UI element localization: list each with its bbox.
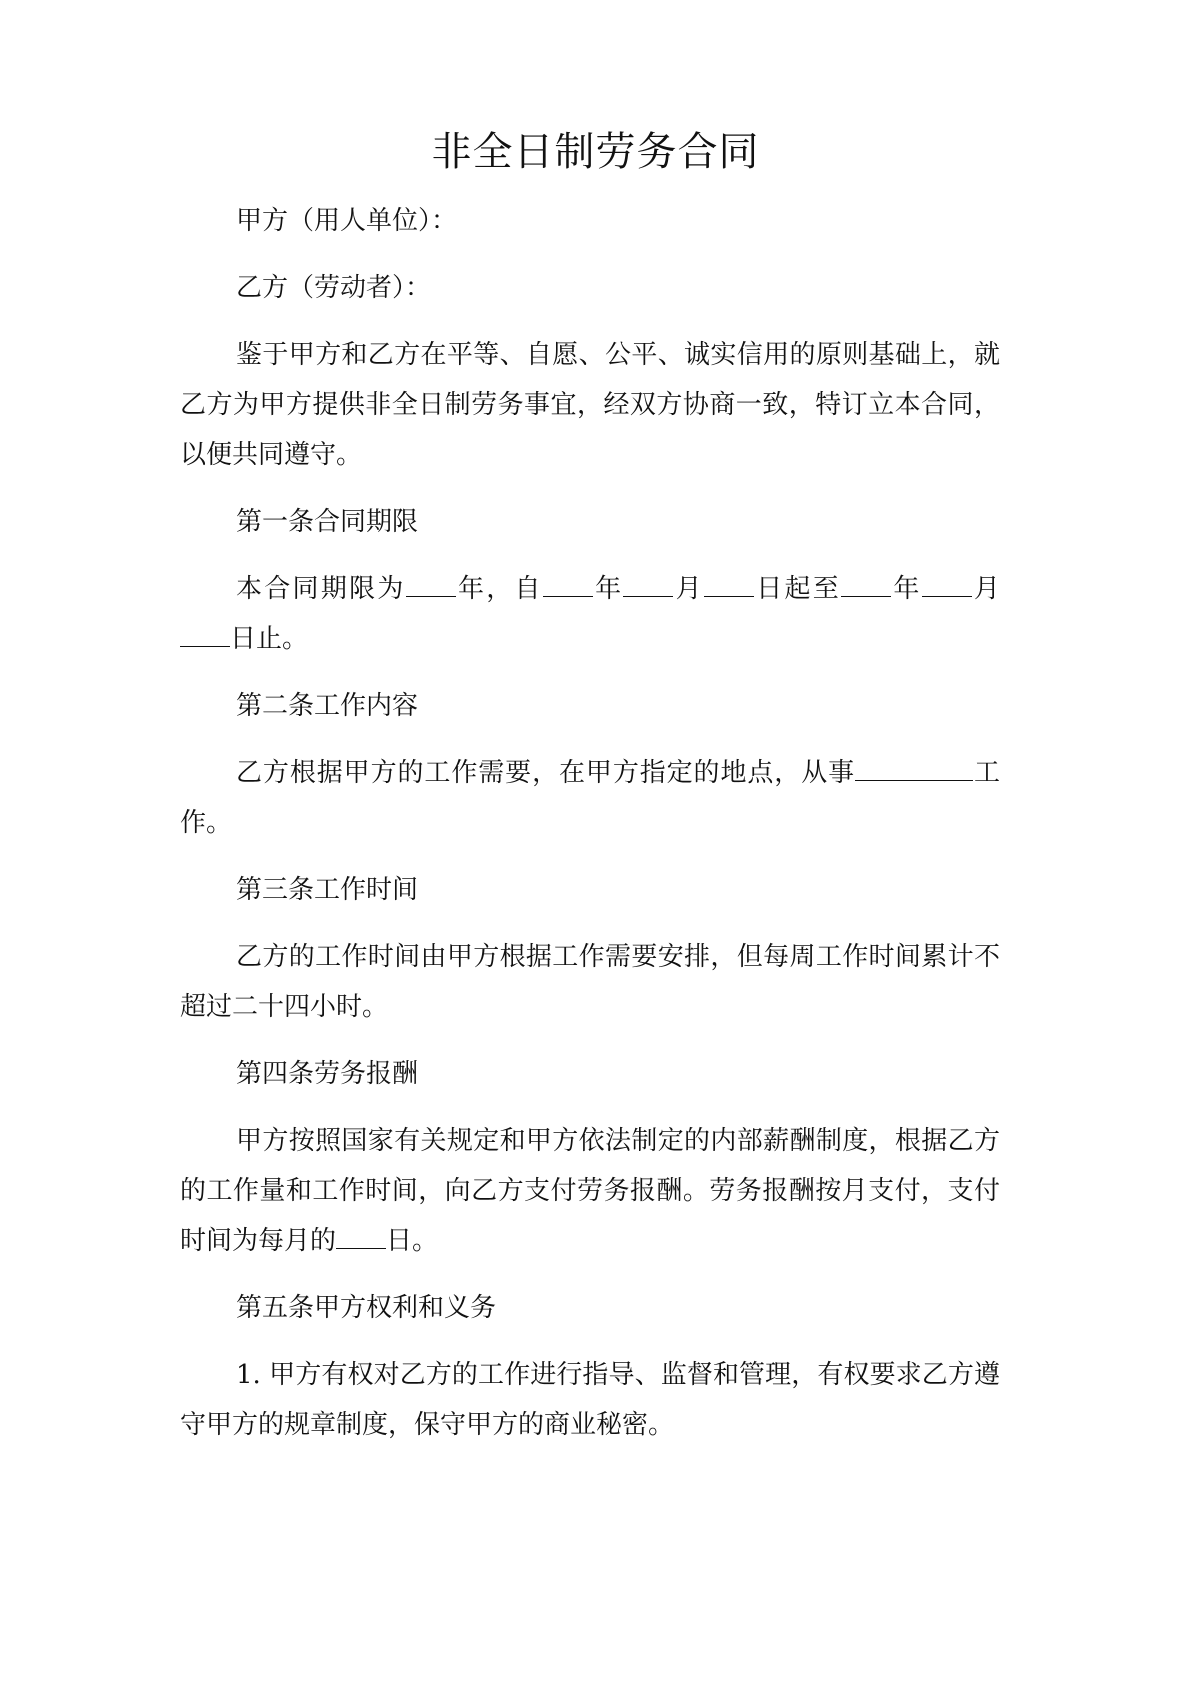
text-segment: 年 [891,574,922,604]
article-4-text [180,1116,1000,1266]
article-5-item-1: 1. 甲方有权对乙方的工作进行指导、监督和管理，有权要求乙方遵守甲方的规章制度，保守甲方的商业秘密。 [180,1360,1000,1440]
fill-blank-start-day [704,566,754,597]
text-segment: 本合同期限为 [236,574,406,604]
article-1-heading: 第一条合同期限 [236,507,419,537]
party-a-line: 甲方（用人单位）： [236,206,458,236]
fill-blank-end-day [180,616,230,647]
fill-blank-start-month [623,566,673,597]
document-title: 非全日制劳务合同 [431,129,760,175]
text-segment: 甲方按照国家有关规定和甲方依法制定的内部薪酬制度，根据乙方的工作量和工作时间，向乙方支付劳务报酬。劳务报酬按月支付，支付时间为每月的 [180,1126,1000,1256]
text-segment: 年，自 [455,574,543,604]
text-segment: 乙方根据甲方的工作需要，在甲方指定的地点，从事 [236,758,856,788]
text-segment: 年 [592,574,624,604]
text-segment: 月 [673,574,704,604]
fill-blank-job [855,750,973,781]
text-segment: 日。 [386,1226,439,1256]
article-3-heading: 第三条工作时间 [236,875,419,905]
article-1-text [180,564,1000,664]
party-b-line: 乙方（劳动者）： [236,273,432,303]
article-5-heading: 第五条甲方权利和义务 [236,1293,497,1323]
fill-blank-years [406,566,456,597]
text-segment: 月 [971,574,1000,604]
document-body [180,196,1000,1467]
text-segment: 工作。 [180,758,1000,838]
article-4-heading: 第四条劳务报酬 [236,1059,419,1089]
fill-blank-end-year [841,566,891,597]
text-segment: 日止。 [230,624,309,654]
article-3-text: 乙方的工作时间由甲方根据工作需要安排，但每周工作时间累计不超过二十四小时。 [180,942,1000,1022]
fill-blank-end-month [922,566,972,597]
fill-blank-start-year [543,566,593,597]
article-2-heading: 第二条工作内容 [236,691,419,721]
preamble-paragraph: 鉴于甲方和乙方在平等、自愿、公平、诚实信用的原则基础上，就乙方为甲方提供非全日制劳务事宜，经双方协商一致，特订立本合同，以便共同遵守。 [180,340,1000,470]
article-2-text [180,748,1000,848]
fill-blank-pay-day [336,1218,386,1249]
text-segment: 日起至 [753,574,842,604]
